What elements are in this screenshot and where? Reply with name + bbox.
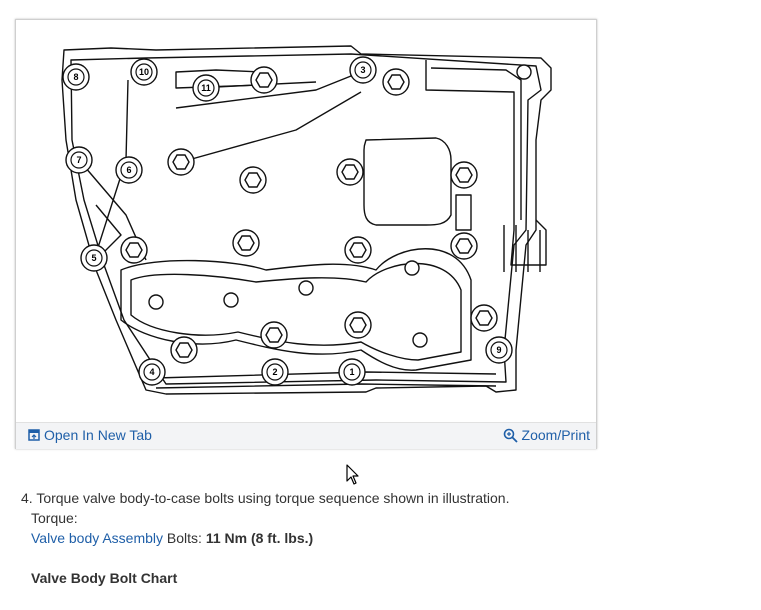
step-text: 4. Torque valve body-to-case bolts using torque sequence shown in illustration.: [21, 490, 510, 506]
torque-spec: [21, 528, 721, 548]
bolt-label: 7: [76, 155, 82, 165]
open-in-new-tab-link[interactable]: [28, 427, 152, 443]
open-in-new-tab-icon: [28, 429, 40, 441]
torque-label: Torque:: [31, 510, 78, 526]
instructions: [21, 488, 721, 588]
valve-body-illustration[interactable]: [16, 20, 596, 422]
zoom-magnifier-icon: [503, 428, 518, 443]
torque-value: 11 Nm (8 ft. lbs.): [205, 530, 314, 546]
bolt-label: 10: [138, 67, 150, 77]
bolt-label: 1: [349, 367, 355, 377]
bolt-label: 4: [149, 367, 155, 377]
figure-toolbar: [16, 422, 596, 449]
bolt-label: 9: [496, 345, 502, 355]
bolt-label: 11: [201, 83, 211, 93]
bolt-chart-title: Valve Body Bolt Chart: [31, 570, 178, 586]
bolt-label: 2: [272, 367, 278, 377]
bolt-label: 8: [73, 72, 79, 82]
zoom-print-link[interactable]: [503, 427, 590, 443]
bolt-label: 3: [360, 65, 366, 75]
mouse-cursor-icon: [346, 464, 360, 486]
bolt-label: 6: [126, 165, 132, 175]
valve-body-assembly-link[interactable]: Valve body Assembly: [31, 530, 164, 546]
bolt-label: 5: [91, 253, 97, 263]
zoom-print-label: Zoom/Print: [521, 427, 590, 443]
bolts-label: Bolts:: [163, 530, 206, 546]
open-in-new-tab-label: Open In New Tab: [44, 427, 152, 443]
illustration-panel: [15, 19, 597, 449]
